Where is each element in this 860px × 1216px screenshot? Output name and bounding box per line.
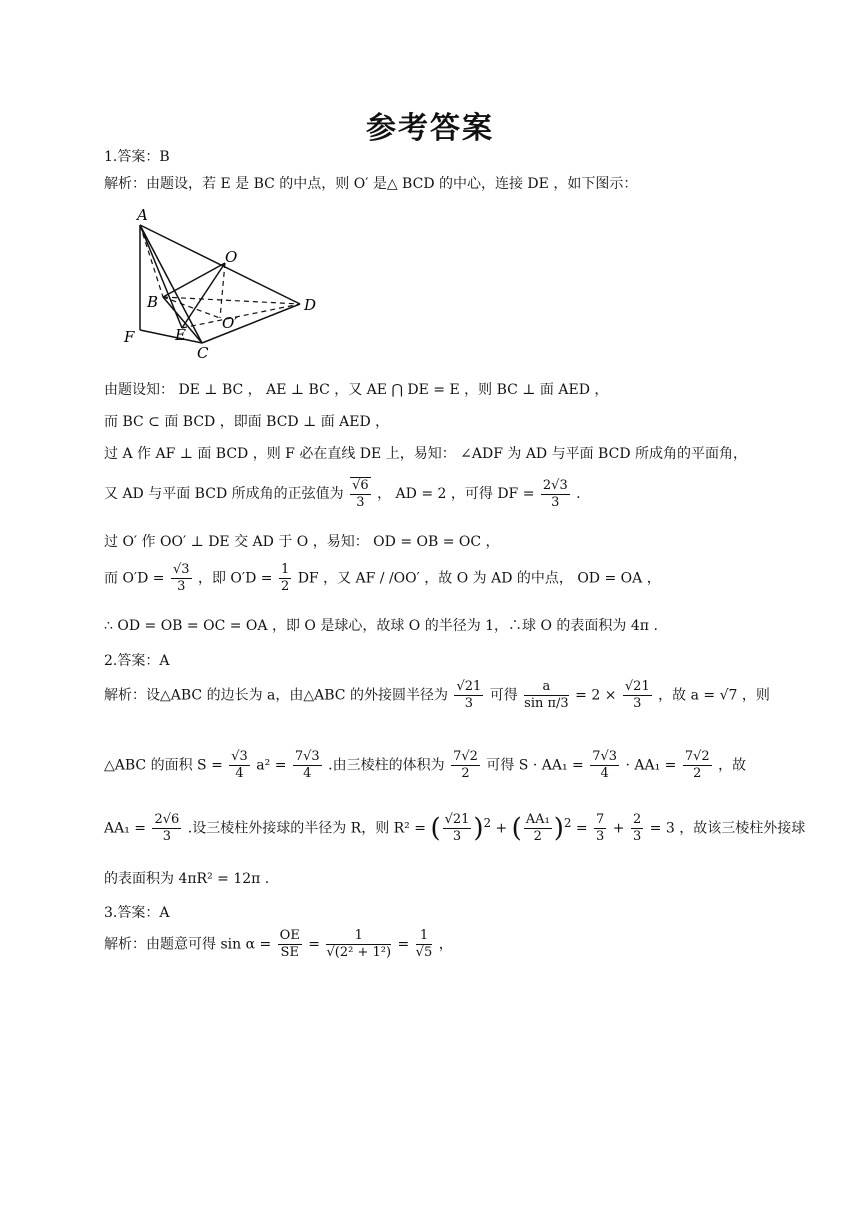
q1-line-6: 而 O′D = $\frac{√3}{3}$ ，即 O′D = $\frac{1}{2}$ DF ，又 AF / /OO′ ，故 O 为 AD 的中点， OD = OA ， <box>104 562 661 594</box>
fraction: $\frac{7√2}{2}$ <box>453 749 478 781</box>
q1-figure <box>115 200 325 365</box>
fraction: $\frac{2√6}{3}$ <box>154 812 180 844</box>
q1-line-2: 而 BC ⊂ 面 BCD ，即面 BCD ⊥ 面 AED ， <box>104 414 390 430</box>
q3-answer: 3.答案：A <box>104 905 170 921</box>
q2-line-3: AA₁ = $\frac{2√6}{3}$ .设三棱柱外接球的半径为 R，则 R² = ( $\frac{√21}{3}$ )$^2$ + ( $\frac{\text{AA₁}}{2}$ )$^2$ = $\frac{7}{3}$ + $\frac{2}{3}$ = 3 ，故该三棱柱外接球 <box>104 812 806 844</box>
fig-label-f: F <box>124 328 135 346</box>
q1-line-4: 又 AD 与平面 BCD 所成角的正弦值为 $\frac{√6}{3}$ ， AD = 2 ，可得 DF = $\frac{2√3}{3}$ . <box>104 477 581 510</box>
q1-line-3: 过 A 作 AF ⊥ 面 BCD ，则 F 必在直线 DE 上，易知： ∠ADF 为 AD 与平面 BCD 所成角的平面角， <box>104 446 747 462</box>
q1-line-7: ∴ OD = OB = OC = OA ，即 O 是球心，故球 O 的半径为 1，∴球 O 的表面积为 4π . <box>104 618 658 634</box>
q1-intro: 解析：由题设，若 E 是 BC 的中点，则 O′ 是△ BCD 的中心，连接 DE ，如下图示： <box>104 176 638 192</box>
q2-line-1: 解析：设△ABC 的边长为 a，由△ABC 的外接圆半径为 $\frac{√21}{3}$ 可得 $\frac{a}{\text{sin π/3}}$ = 2 × $\frac{√21}{3}$ ，故 a = √7 ，则 <box>104 679 770 711</box>
q1-line-5: 过 O′ 作 OO′ ⊥ DE 交 AD 于 O ，易知： OD = OB = OC ， <box>104 534 500 550</box>
fig-label-o: O <box>225 248 238 266</box>
fig-label-a: A <box>137 206 148 224</box>
q1-answer: 1.答案：B <box>104 149 170 165</box>
fraction: $\frac{7√2}{2}$ <box>684 749 710 781</box>
fraction: $\frac{2√3}{3}$ <box>542 477 568 510</box>
q1-line-1: 由题设知： DE ⊥ BC ， AE ⊥ BC ，又 AE ⋂ DE = E ，则 BC ⊥ 面 AED ， <box>104 382 609 398</box>
fraction: $\frac{7}{3}$ <box>596 812 605 844</box>
fig-label-o-prime: O′ <box>222 314 238 332</box>
fig-label-c: C <box>197 344 209 362</box>
q2-line-2: △ABC 的面积 S = $\frac{√3}{4}$ a² = $\frac{7√3}{4}$ .由三棱柱的体积为 $\frac{7√2}{2}$ 可得 S · AA₁ = $\frac{7√3}{4}$ · AA₁ = $\frac{7√2}{2}$ ，故 <box>104 749 747 781</box>
fraction: $\frac{7√3}{4}$ <box>592 749 618 781</box>
page-title: 参考答案 <box>366 111 494 146</box>
fraction: $\frac{a}{\text{sin π/3}}$ <box>524 679 569 711</box>
q3-line-1: 解析：由题意可得 sin α = $\frac{OE}{SE}$ = $\frac{1}{\text{√(2² + 1²)}}$ = $\frac{1}{√5}$ ， <box>104 928 453 960</box>
fraction: $\frac{√3}{3}$ <box>172 562 190 594</box>
fraction: $\frac{1}{2}$ <box>280 562 290 594</box>
fraction: $\frac{√21}{3}$ <box>456 679 482 711</box>
fraction: $\frac{2}{3}$ <box>632 812 642 844</box>
fraction: $\frac{\text{AA₁}}{2}$ <box>525 812 550 844</box>
fraction: $\frac{OE}{SE}$ <box>279 928 300 960</box>
fraction: $\frac{1}{\text{√(2² + 1²)}}$ <box>326 928 392 960</box>
fraction: $\frac{1}{√5}$ <box>415 928 433 960</box>
q2-answer: 2.答案：A <box>104 653 170 669</box>
fig-label-e: E <box>175 326 186 344</box>
fraction: $\frac{√21}{3}$ <box>444 812 470 844</box>
fraction: $\frac{√3}{4}$ <box>231 749 248 781</box>
fraction: $\frac{√6}{3}$ <box>352 478 369 510</box>
q2-line-4: 的表面积为 4πR² = 12π . <box>104 871 270 887</box>
fraction: $\frac{7√3}{4}$ <box>294 749 320 781</box>
fraction: $\frac{√21}{3}$ <box>624 679 650 711</box>
fig-label-b: B <box>147 293 159 311</box>
fig-label-d: D <box>304 296 317 314</box>
